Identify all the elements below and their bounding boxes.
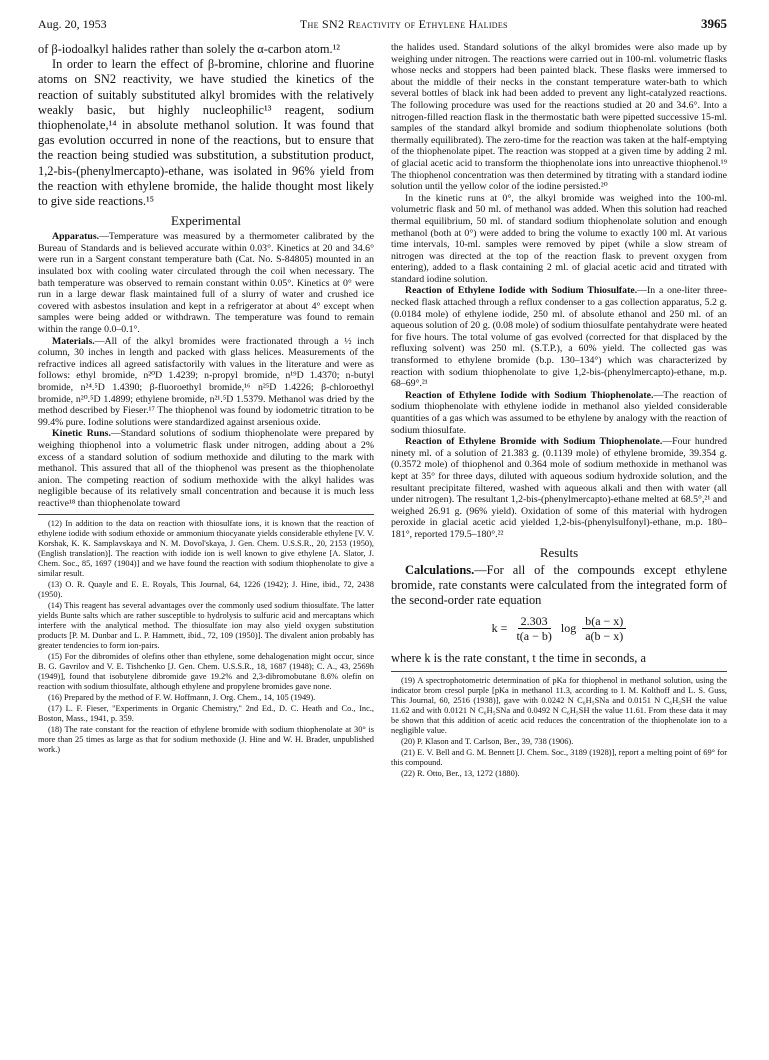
- kinetic-runs-paragraph: [38, 428, 374, 509]
- zero-degree-runs-paragraph: In the kinetic runs at 0°, the alkyl bromide was weighed into the 100-ml. volumetric flask and 50 ml. of methanol was added. When this solution had reached thermal equilibrium, 50 ml. of standard sodium thiophenolate solution and enough methanol (both at 0°) were added to bring the volume to exactly 100 ml. At various time intervals, 10-ml. samples were removed by pipet (while a slow stream of nitrogen was directed at the top of the reaction flask to prevent oxygen from entering), added to a flask containing 2 ml. of glacial acetic acid and titrated with standard iodine solution.: [391, 192, 727, 285]
- iodide-thiophenolate-text: —The reaction of sodium thiophenolate with ethylene iodide in methanol also yielded considerable quantities of a gas which was assumed to be ethylene by analogy with the reaction of sodium thiosulfate.: [391, 389, 727, 436]
- intro-paragraph: In order to learn the effect of β-bromine, chlorine and fluorine atoms on SN2 reactivity, we have studied the kinetics of the reaction of suitably substituted alkyl bromides with the relatively weakly basic, but highly nucleophilic¹³ reagent, sodium thiophenolate,¹⁴ in absolute methanol solution. It was found that gas evolution occurred in none of the reactions, but to ensure that the reaction being studied was substitution, a substitution product, 1,2-bis-(phenylmercapto)-ethane, was isolated in 96% yield from the reaction with ethylene bromide, the halide thought most likely to give side reactions.¹⁵: [38, 57, 374, 209]
- equation-log: log: [560, 621, 577, 636]
- materials-heading: Materials.: [52, 335, 95, 347]
- calculations-text: —For all of the compounds except ethylene bromide, rate constants were calculated from the integrated form of the second-order rate equation: [391, 562, 727, 607]
- calculations-heading: Calculations.: [405, 562, 475, 577]
- equation-lhs: k =: [491, 621, 508, 636]
- apparatus-heading: Apparatus.: [52, 231, 100, 243]
- thiosulfate-reaction-text: —In a one-liter three-necked flask attached through a reflux condenser to a gas collection apparatus, 5.2 g. (0.0184 mole) of ethylene iodide, 250 ml. of absolute ethanol and 250 ml. of an aqueous solution of 20 g. (0.08 mole) of sodium thiosulfate pentahydrate were heated for five hours. The total volume of gas evolved (corrected for that displaced by the refluxing solvent) was 250 ml. (S.T.P.), a 60% yield. The collected gas was transformed to ethylene bromide (b.p. 130–134°) which was characterized by reaction with sodium thiophenolate to give 1,2-bis-(phenylmercapto)-ethane, m.p. 68–69°.²¹: [391, 285, 728, 390]
- footnote: (22) R. Otto, Ber., 13, 1272 (1880).: [401, 769, 520, 779]
- bromide-thiophenolate-text: —Four hundred ninety ml. of a solution of 21.383 g. (0.1139 mole) of ethylene bromide, 39.354 g. (0.3572 mole) of thiophenol and 0.364 mole of sodium methoxide in methanol was kept at 35° for three days, diluted with aqueous sodium hydroxide solution, and the resultant precipitate filtered, washed with aqueous alkali and then with water (all under nitrogen). The resultant 1,2-bis-(phenylmercapto)-ethane melted at 68.5°,²¹ and weighed 26.91 g. (96% yield). Oxidation of some of this material with hydrogen peroxide in glacial acetic acid yielded 1,2-bis-(phenylsulfonyl)-ethane, m.p. 180–181°, reported 179.5–180°.²²: [391, 436, 727, 540]
- header-title: The SN2 Reactivity of Ethylene Halides: [299, 17, 508, 31]
- iodide-thiophenolate-heading: Reaction of Ethylene Iodide with Sodium Thiophenolate.: [405, 389, 654, 401]
- footnote: (12) In addition to the data on reaction with thiosulfate ions, it is known that the reaction of ethylene iodide with sodium ethoxide or ammonium thiocyanate yields considerable ethylene [V. V. Korshak, K. K. Samplavskaya and N. M. Dovol'skaya, J. Gen. Chem. U.S.S.R., 20, 2153 (1950), (English translation)]. The reaction with iodide ion is well known to give ethylene [A. Slator, J. Chem. Soc., 85, 1697 (1904)] and we have found the reaction with sodium thiophenolate to give a similar result.: [38, 519, 374, 579]
- materials-text: —All of the alkyl bromides were fractionated through a ½ inch column, 30 inches in length and packed with glass helices. Measurements of the refractive indices all agreed satisfactorily with values in the literature and were as follows: ethyl bromide, n²⁰D 1.4239; n-propyl bromide, n¹⁹D 1.4370; n-butyl bromide, n²⁴.⁵D 1.4390; β-fluoroethyl bromide,¹⁶ n²⁵D 1.4226; β-chloroethyl bromide, n²⁰.⁵D 1.4899; ethylene bromide, n²¹.⁵D 1.5379. Methanol was dried by the method described by Fieser.¹⁷ The thiophenol was found by iodometric titration to be 99.4% pure. Iodine solutions were standardized against arsenious oxide.: [38, 335, 374, 428]
- thiosulfate-reaction-paragraph: [391, 285, 727, 389]
- iodide-thiophenolate-paragraph: [391, 390, 727, 436]
- footnote: (17) L. F. Fieser, "Experiments in Organic Chemistry," 2nd Ed., D. C. Heath and Co., Inc., Boston, Mass., 1941, p. 359.: [38, 704, 374, 724]
- footnote: (21) E. V. Bell and G. M. Bennett [J. Chem. Soc., 3189 (1928)], report a melting point of 69° for this compound.: [391, 748, 727, 768]
- rate-equation: [391, 614, 727, 643]
- kinetic-runs-text: —Standard solutions of sodium thiophenolate were prepared by weighing thiophenol into a volumetric flask under nitrogen, adding about a 2% excess of a standard solution of sodium methoxide and diluting to the mark with methanol. This assured that all of the thiophenol was present as the thiophenolate anion. The competing reaction of sodium methoxide with the alkyl halides was negligible because of its relatively small concentration and because it is much less reactive¹⁸ than thiophenolate toward: [38, 428, 374, 509]
- procedure-paragraph-continued: the halides used. Standard solutions of the alkyl bromides were also made up by weighing under nitrogen. The reactions were carried out in 100-ml. volumetric flasks whose necks and stoppers had been painted black. These flasks were immersed to about the middle of their necks in the constant temperature water-bath to which several bottles of black ink had been added to prevent any light-catalyzed reactions. The following procedure was used for the reactions studied at 20 and 34.6°. Into a nitrogen-filled reaction flask in the thermostatic bath were pipetted successive 15-ml. samples of the standard alkyl bromide and sodium thiophenolate solutions (both thermally equilibrated). The zero-time for the reaction was taken at the half-emptying of the thiophenolate pipet. The reaction was stopped at a given time by adding 2 ml. of glacial acetic acid to transform the thiophenolate ions into unreactive thiophenol.¹⁹ The thiophenol concentration was then determined by titrating with a standard iodine solution until the yellow color of the iodine persisted.²⁰: [391, 42, 727, 193]
- log-denominator: a(b − x): [585, 629, 624, 644]
- results-heading: Results: [539, 544, 579, 560]
- page-number: 3965: [700, 16, 727, 31]
- footnote: (14) This reagent has several advantages over the commonly used sodium thiosulfate. The latter yields Bunte salts which are rather susceptible to hydrolysis to sulfuric acid and mercaptans which interfere with the analytical method. The thiosulfate ion may also yield oxygen substitution products [P. M. Dunbar and L. P. Hammett, ibid., 72, 109 (1950)]. The divalent anion probably has greater tendencies to form ion-pairs.: [38, 601, 374, 651]
- experimental-heading: Experimental: [170, 213, 242, 229]
- after-equation-text: where k is the rate constant, t the time in seconds, a: [391, 651, 646, 666]
- thiosulfate-reaction-heading: Reaction of Ethylene Iodide with Sodium Thiosulfate.: [405, 285, 638, 297]
- bromide-thiophenolate-heading: Reaction of Ethylene Bromide with Sodium Thiophenolate.: [405, 436, 663, 448]
- equation-coefficient: [513, 614, 554, 643]
- log-numerator: b(a − x): [582, 614, 626, 629]
- footnote: (13) O. R. Quayle and E. E. Royals, This Journal, 64, 1226 (1942); J. Hine, ibid., 72, 2438 (1950).: [38, 580, 374, 600]
- bromide-thiophenolate-paragraph: [391, 436, 727, 540]
- intro-paragraph-continued: of β-iodoalkyl halides rather than solely the α-carbon atom.¹²: [38, 42, 341, 56]
- footnote: (16) Prepared by the method of F. W. Hoffmann, J. Org. Chem., 14, 105 (1949).: [48, 693, 316, 703]
- right-column: [391, 42, 727, 780]
- coefficient-numerator: 2.303: [518, 614, 551, 629]
- left-column: [38, 42, 374, 780]
- right-footnotes: [391, 676, 727, 779]
- footnote-divider: [38, 514, 374, 515]
- materials-paragraph: [38, 336, 374, 429]
- apparatus-text: —Temperature was measured by a thermometer calibrated by the Bureau of Standards and is believed accurate within 0.03°. Kinetics at 20 and 34.6° were run in a Sargent constant temperature bath (Cat. No. S-84805) mounted in an insulated box with cooling water circulated through the coil when necessary. The bath temperature was observed to remain constant within 0.05°. Kinetics at 0° were run in a large dewar flask maintained full of a slurry of water and crushed ice covered with asbestos insulation and kept in a refrigerator at about 4° except when samples were being added or withdrawn. The temperature was found to remain within the range 0.0–0.1°.: [38, 231, 374, 335]
- footnote: (19) A spectrophotometric determination of pKa for thiophenol in methanol solution, using the indicator brom cresol purple [pKa in methanol 11.3, according to I. M. Kolthoff and L. S. Guss, This Journal, 60, 2516 (1938)], gave with 0.0242 N C₆H₅SNa and 0.0151 N C₆H₅SH the value 11.62 and with 0.0121 N C₆H₅SNa and 0.0492 N C₆H₅SH the value 11.61. From these data it may be shown that this addition of acetic acid reduces the concentration of the thiophenolate ion to a negligible value.: [391, 676, 727, 736]
- header-date: Aug. 20, 1953: [38, 17, 107, 31]
- coefficient-denominator: t(a − b): [516, 629, 552, 644]
- running-head: [38, 16, 727, 42]
- footnote: (15) For the dibromides of olefins other than ethylene, some dehalogenation might occur, since B. G. Gavrilov and V. E. Tishchenko [J. Gen. Chem. U.S.S.R., 18, 1687 (1948); C. A., 43, 2569h (1949)], found that isobutylene dibromide gave 19.2% and 2,3-dibromobutane 8.6% olefin on reaction with sodium thiosulfate, although ethylene and propylene bromides gave none.: [38, 652, 374, 692]
- apparatus-paragraph: [38, 231, 374, 335]
- left-footnotes: [38, 519, 374, 755]
- footnote-divider: [391, 671, 727, 672]
- kinetic-runs-heading: Kinetic Runs.: [52, 428, 111, 440]
- calculations-paragraph: [391, 563, 727, 609]
- footnote: (20) P. Klason and T. Carlson, Ber., 39, 738 (1906).: [401, 737, 574, 747]
- equation-log-argument: [582, 614, 626, 643]
- footnote: (18) The rate constant for the reaction of ethylene bromide with sodium thiophenolate at 30° is more than 25 times as large as that for sodium methoxide (J. Hine and W. H. Brader, unpublished work.): [38, 725, 374, 755]
